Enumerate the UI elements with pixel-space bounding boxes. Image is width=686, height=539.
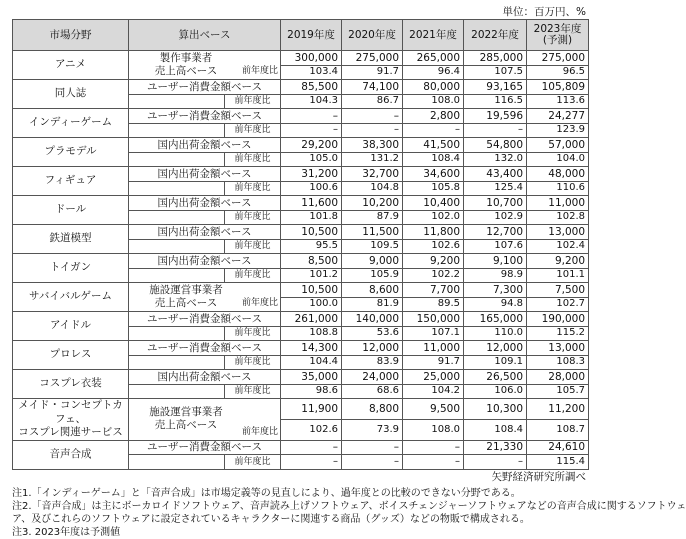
yoy-cell: 132.0 [464,152,527,167]
value-cell: 10,200 [342,196,403,211]
value-cell: 9,000 [342,254,403,269]
table-row [13,254,589,269]
yoy-cell: 100.0 [281,297,342,312]
yoy-cell: 123.9 [527,123,589,138]
yoy-label: 前年度比 [225,210,281,225]
table-row [13,370,589,385]
value-cell: 265,000 [403,51,464,66]
value-cell: – [342,109,403,124]
yoy-cell: 102.2 [403,268,464,283]
value-cell: 43,400 [464,167,527,182]
yoy-label: 前年度比 [225,181,281,196]
basis-cell: 製作事業者 売上高ベース 前年度比 [129,51,281,80]
table-row [13,399,589,420]
yoy-cell: 96.4 [403,65,464,80]
yoy-cell: – [464,123,527,138]
basis-cell: ユーザー消費金額ベース [129,440,281,455]
yoy-cell: 125.4 [464,181,527,196]
yoy-cell: 102.6 [403,239,464,254]
yoy-cell: 91.7 [342,65,403,80]
value-cell: 8,800 [342,399,403,420]
yoy-cell: 68.6 [342,384,403,399]
value-cell: 11,900 [281,399,342,420]
header-year: 2022年度 [464,20,527,51]
value-cell: 105,809 [527,80,589,95]
blank-cell [129,326,225,341]
blank-cell [129,268,225,283]
yoy-cell: 109.5 [342,239,403,254]
yoy-cell: 105.9 [342,268,403,283]
segment-cell: アイドル [13,312,129,341]
yoy-cell: 73.9 [342,419,403,440]
yoy-cell: 115.2 [527,326,589,341]
note-line: 注3. 2023年度は予測値 [12,527,121,538]
yoy-cell: 131.2 [342,152,403,167]
value-cell: 275,000 [527,51,589,66]
value-cell: 10,700 [464,196,527,211]
yoy-cell: 102.0 [403,210,464,225]
basis-cell: 国内出荷金額ベース [129,196,281,211]
segment-cell: 同人誌 [13,80,129,109]
yoy-cell: 104.2 [403,384,464,399]
segment-cell: プラモデル [13,138,129,167]
yoy-label: 前年度比 [242,297,279,308]
value-cell: 11,000 [527,196,589,211]
yoy-label: 前年度比 [225,355,281,370]
value-cell: 9,200 [403,254,464,269]
yoy-cell: 105.0 [281,152,342,167]
yoy-cell: 108.0 [403,94,464,109]
basis-cell: 国内出荷金額ベース [129,225,281,240]
yoy-cell: – [464,455,527,470]
segment-cell: ドール [13,196,129,225]
yoy-cell: – [342,455,403,470]
value-cell: 9,500 [403,399,464,420]
table-row [13,167,589,182]
yoy-cell: 105.7 [527,384,589,399]
value-cell: – [403,440,464,455]
yoy-cell: 116.5 [464,94,527,109]
yoy-cell: 110.6 [527,181,589,196]
value-cell: 11,000 [403,341,464,356]
value-cell: 11,800 [403,225,464,240]
header-year: 2020年度 [342,20,403,51]
header-year: 2021年度 [403,20,464,51]
value-cell: 85,500 [281,80,342,95]
yoy-label: 前年度比 [242,426,279,437]
value-cell: 261,000 [281,312,342,327]
value-cell: 54,800 [464,138,527,153]
value-cell: 7,500 [527,283,589,298]
table-row [13,225,589,240]
value-cell: 41,500 [403,138,464,153]
yoy-cell: 107.5 [464,65,527,80]
yoy-cell: – [403,123,464,138]
basis-cell: 国内出荷金額ベース [129,138,281,153]
header-basis: 算出ベース [129,20,281,51]
yoy-cell: 89.5 [403,297,464,312]
segment-cell: インディーゲーム [13,109,129,138]
yoy-cell: 108.3 [527,355,589,370]
value-cell: 2,800 [403,109,464,124]
yoy-cell: 101.2 [281,268,342,283]
yoy-cell: 108.4 [403,152,464,167]
yoy-cell: 110.0 [464,326,527,341]
basis-cell: ユーザー消費金額ベース [129,109,281,124]
value-cell: 300,000 [281,51,342,66]
value-cell: 190,000 [527,312,589,327]
value-cell: 74,100 [342,80,403,95]
segment-cell: コスプレ衣装 [13,370,129,399]
value-cell: 10,400 [403,196,464,211]
value-cell: 93,165 [464,80,527,95]
blank-cell [129,355,225,370]
yoy-label: 前年度比 [225,239,281,254]
yoy-label: 前年度比 [225,384,281,399]
note-line: 注2.「音声合成」は主にボーカロイドソフトウェア、音声読み上げソフトウェア、ボイスチェンジャーソフトウェアなどの音声合成に関するソフトウェ [12,501,686,512]
yoy-cell: 115.4 [527,455,589,470]
value-cell: 11,600 [281,196,342,211]
yoy-cell: 108.8 [281,326,342,341]
value-cell: 48,000 [527,167,589,182]
blank-cell [129,152,225,167]
yoy-cell: 113.6 [527,94,589,109]
yoy-label: 前年度比 [242,65,279,76]
yoy-cell: – [281,455,342,470]
yoy-cell: 106.0 [464,384,527,399]
basis-cell: 国内出荷金額ベース [129,167,281,182]
segment-cell: プロレス [13,341,129,370]
basis-cell: 施設運営事業者 売上高ベース 前年度比 [129,283,281,312]
yoy-cell: 108.4 [464,419,527,440]
table-row [13,440,589,455]
value-cell: – [281,109,342,124]
value-cell: 31,200 [281,167,342,182]
segment-cell: フィギュア [13,167,129,196]
blank-cell [129,384,225,399]
table-row [13,80,589,95]
value-cell: 285,000 [464,51,527,66]
value-cell: 11,500 [342,225,403,240]
segment-cell: 音声合成 [13,440,129,469]
value-cell: 21,330 [464,440,527,455]
note-line: 注1.「インディーゲーム」と「音声合成」は市場定義等の見直しにより、過年度との比較のできない分野である。 [12,488,521,499]
basis-cell: ユーザー消費金額ベース [129,80,281,95]
blank-cell [129,239,225,254]
value-cell: 25,000 [403,370,464,385]
header-year: 2019年度 [281,20,342,51]
basis-cell: 国内出荷金額ベース [129,254,281,269]
value-cell: 150,000 [403,312,464,327]
value-cell: 26,500 [464,370,527,385]
yoy-cell: 108.7 [527,419,589,440]
value-cell: – [342,440,403,455]
segment-cell: 鉄道模型 [13,225,129,254]
value-cell: 24,610 [527,440,589,455]
value-cell: 57,000 [527,138,589,153]
value-cell: 34,600 [403,167,464,182]
yoy-cell: 98.6 [281,384,342,399]
value-cell: 7,300 [464,283,527,298]
yoy-cell: 81.9 [342,297,403,312]
header-year: 2023年度 (予測) [527,20,589,51]
table-row [13,109,589,124]
value-cell: 12,700 [464,225,527,240]
yoy-cell: 87.9 [342,210,403,225]
note-line: ア、及びこれらのソフトウェアに設定されているキャラクターに関連する商品（グッズ）などの物販で構成される。 [12,514,530,525]
blank-cell [129,455,225,470]
segment-cell: トイガン [13,254,129,283]
yoy-cell: 96.5 [527,65,589,80]
yoy-label: 前年度比 [225,123,281,138]
yoy-cell: 83.9 [342,355,403,370]
yoy-cell: 105.8 [403,181,464,196]
table-row [13,51,589,66]
value-cell: 11,200 [527,399,589,420]
yoy-cell: 86.7 [342,94,403,109]
yoy-cell: 101.1 [527,268,589,283]
value-cell: 165,000 [464,312,527,327]
yoy-label: 前年度比 [225,326,281,341]
value-cell: 9,200 [527,254,589,269]
yoy-cell: 94.8 [464,297,527,312]
yoy-cell: 107.6 [464,239,527,254]
value-cell: 140,000 [342,312,403,327]
segment-cell: メイド・コンセプトカフェ、 コスプレ関連サービス [13,399,129,441]
value-cell: 24,000 [342,370,403,385]
value-cell: 7,700 [403,283,464,298]
value-cell: 12,000 [464,341,527,356]
segment-cell: アニメ [13,51,129,80]
yoy-cell: 100.6 [281,181,342,196]
yoy-cell: 101.8 [281,210,342,225]
value-cell: 8,600 [342,283,403,298]
value-cell: 29,200 [281,138,342,153]
value-cell: 8,500 [281,254,342,269]
value-cell: 10,500 [281,225,342,240]
table-row [13,312,589,327]
basis-cell: 国内出荷金額ベース [129,370,281,385]
yoy-cell: 53.6 [342,326,403,341]
value-cell: 35,000 [281,370,342,385]
value-cell: 28,000 [527,370,589,385]
yoy-cell: 108.0 [403,419,464,440]
yoy-cell: 104.8 [342,181,403,196]
unit-label: 単位：百万円、% [502,6,586,18]
yoy-cell: – [403,455,464,470]
yoy-cell: 107.1 [403,326,464,341]
yoy-cell: – [281,123,342,138]
yoy-cell: 98.9 [464,268,527,283]
value-cell: 13,000 [527,341,589,356]
yoy-cell: 95.5 [281,239,342,254]
yoy-label: 前年度比 [225,94,281,109]
yoy-label: 前年度比 [225,455,281,470]
yoy-cell: 103.4 [281,65,342,80]
value-cell: 13,000 [527,225,589,240]
value-cell: 275,000 [342,51,403,66]
blank-cell [129,181,225,196]
table-row [13,196,589,211]
table-row [13,341,589,356]
yoy-cell: 102.9 [464,210,527,225]
yoy-cell: – [342,123,403,138]
header-segment: 市場分野 [13,20,129,51]
value-cell: 10,300 [464,399,527,420]
notes [12,487,686,539]
yoy-label: 前年度比 [225,268,281,283]
blank-cell [129,94,225,109]
yoy-label: 前年度比 [225,152,281,167]
basis-cell: ユーザー消費金額ベース [129,312,281,327]
blank-cell [129,123,225,138]
table-row [13,283,589,298]
value-cell: 32,700 [342,167,403,182]
yoy-cell: 104.4 [281,355,342,370]
table-body [13,51,589,470]
yoy-cell: 104.3 [281,94,342,109]
value-cell: 38,300 [342,138,403,153]
value-cell: 24,277 [527,109,589,124]
yoy-cell: 109.1 [464,355,527,370]
value-cell: 10,500 [281,283,342,298]
value-cell: 14,300 [281,341,342,356]
value-cell: 80,000 [403,80,464,95]
yoy-cell: 102.4 [527,239,589,254]
value-cell: 19,596 [464,109,527,124]
value-cell: 12,000 [342,341,403,356]
header-row [13,20,589,51]
source-label: 矢野経済研究所調べ [491,471,586,483]
blank-cell [129,210,225,225]
yoy-cell: 102.8 [527,210,589,225]
yoy-cell: 104.0 [527,152,589,167]
table-row [13,138,589,153]
yoy-cell: 91.7 [403,355,464,370]
yoy-cell: 102.7 [527,297,589,312]
yoy-cell: 102.6 [281,419,342,440]
value-cell: 9,100 [464,254,527,269]
basis-cell: 施設運営事業者 売上高ベース 前年度比 [129,399,281,441]
value-cell: – [281,440,342,455]
basis-cell: ユーザー消費金額ベース [129,341,281,356]
segment-cell: サバイバルゲーム [13,283,129,312]
market-size-table [12,19,589,470]
